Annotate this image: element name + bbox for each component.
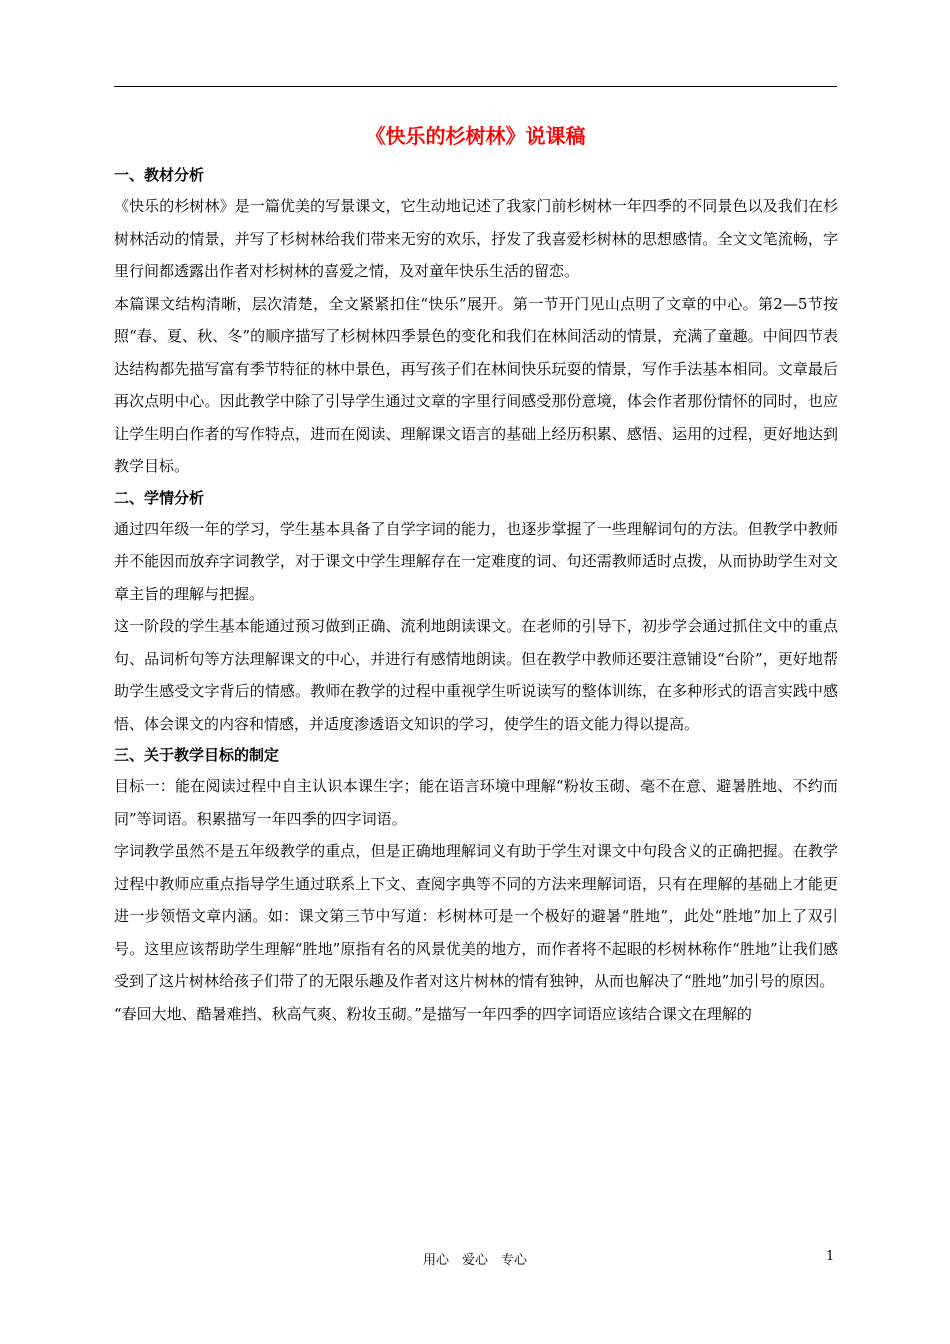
header-rule (114, 86, 837, 87)
document-title: 《快乐的杉树林》说课稿 (365, 124, 586, 148)
paragraph: 字词教学虽然不是五年级教学的重点，但是正确地理解词义有助于学生对课文中句段含义的正确把握。在教学过程中教师应重点指导学生通过联系上下文、查阅字典等不同的方法来理解词语，只有在理解的基础上才能更进一步领悟文章内涵。如：课文第三节中写道：杉树林可是一个极好的避暑“胜地”，此处“胜地”加上了双引号。这里应该帮助学生理解“胜地”原指有名的风景优美的地方，而作者将不起眼的杉树林称作“胜地”让我们感受到了这片树林给孩子们带了的无限乐趣及作者对这片树林的情有独钟，从而也解决了“胜地”加引号的原因。 (114, 842, 838, 990)
section-heading: 一、教材分析 (114, 166, 205, 184)
document-body (114, 160, 838, 1030)
paragraph: “春回大地、酷暑难挡、秋高气爽、粉妆玉砌。”是描写一年四季的四字词语应该结合课文在理解的 (114, 1004, 752, 1023)
paragraph: 这一阶段的学生基本能通过预习做到正确、流利地朗读课文。在老师的引导下，初步学会通过抓住文中的重点句、品词析句等方法理解课文的中心，并进行有感情地朗读。但在教学中教师还要注意铺设“台阶”，更好地帮助学生感受文字背后的情感。教师在教学的过程中重视学生听说读写的整体训练，在多种形式的语言实践中感悟、体会课文的内容和情感，并适度渗透语文知识的学习，使学生的语文能力得以提高。 (114, 617, 838, 733)
paragraph: 本篇课文结构清晰，层次清楚，全文紧紧扣住“快乐”展开。第一节开门见山点明了文章的中心。第2—5节按照“春、夏、秋、冬”的顺序描写了杉树林四季景色的变化和我们在林间活动的情景，充满了童趣。中间四节表达结构都先描写富有季节特征的林中景色，再写孩子们在林间快乐玩耍的情景，写作手法基本相同。文章最后再次点明中心。因此教学中除了引导学生通过文章的字里行间感受那份意境，体会作者那份情怀的同时，也应让学生明白作者的写作特点，进而在阅读、理解课文语言的基础上经历积累、感悟、运用的过程，更好地达到教学目标。 (114, 294, 838, 475)
paragraph: 通过四年级一年的学习，学生基本具备了自学字词的能力，也逐步掌握了一些理解词句的方法。但教学中教师并不能因而放弃字词教学，对于课文中学生理解存在一定难度的词、句还需教师适时点拨，从而协助学生对文章主旨的理解与把握。 (114, 519, 838, 603)
paragraph: 《快乐的杉树林》是一篇优美的写景课文，它生动地记述了我家门前杉树林一年四季的不同景色以及我们在杉树林活动的情景，并写了杉树林给我们带来无穷的欢乐，抒发了我喜爱杉树林的思想感情。全文文笔流畅，字里行间都透露出作者对杉树林的喜爱之情，及对童年快乐生活的留恋。 (114, 197, 838, 280)
section-heading: 三、关于教学目标的制定 (114, 746, 280, 764)
section-student-analysis (114, 483, 838, 741)
section-heading: 二、学情分析 (114, 488, 205, 507)
footer-motto: 用心 爱心 专心 (422, 1253, 527, 1268)
paragraph: 目标一：能在阅读过程中自主认识本课生字；能在语言环境中理解“粉妆玉砌、毫不在意、避暑胜地、不约而同”等词语。积累描写一年四季的四字词语。 (114, 777, 838, 828)
page-number: 1 (826, 1249, 835, 1264)
section-teaching-material (114, 160, 838, 483)
section-teaching-goals (114, 740, 838, 1030)
